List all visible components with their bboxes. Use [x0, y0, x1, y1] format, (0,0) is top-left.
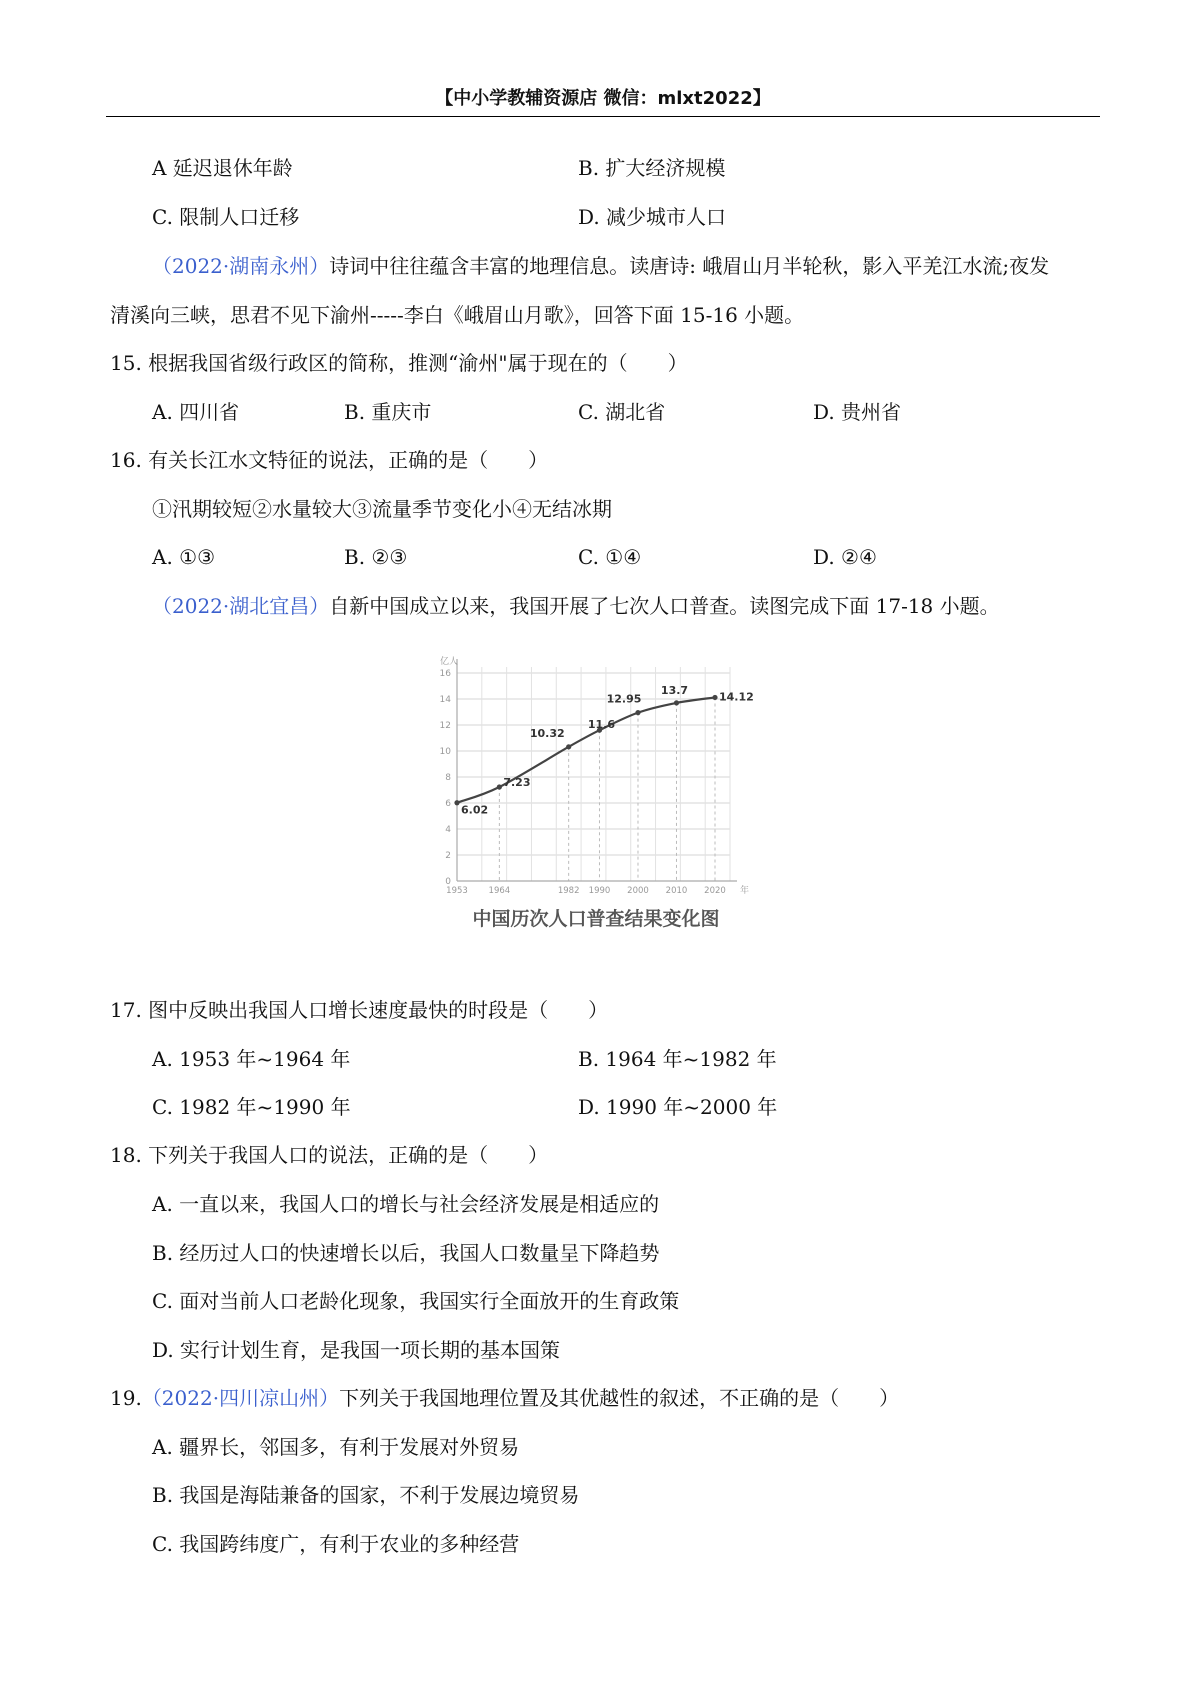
y-tick-label: 6 [445, 799, 451, 809]
header-rule [106, 116, 1100, 117]
q19-option-c: C. 我国跨纬度广，有利于农业的多种经营 [152, 1532, 520, 1556]
q16-statements: ①汛期较短②水量较大③流量季节变化小④无结冰期 [152, 497, 612, 521]
data-label: 10.32 [529, 726, 565, 740]
y-axis-label: 亿人 [440, 657, 459, 667]
x-axis-label: 年 [740, 886, 750, 896]
q18-option-d: D. 实行计划生育，是我国一项长期的基本国策 [152, 1338, 561, 1362]
x-tick-label: 1990 [588, 886, 611, 896]
population-census-chart [430, 655, 760, 935]
data-label: 6.02 [461, 803, 489, 817]
data-label: 14.12 [719, 690, 754, 704]
q16-option-d: D. ②④ [813, 545, 877, 569]
intro-census [152, 593, 1000, 619]
q14-option-a: A 延迟退休年龄 [152, 156, 293, 180]
data-point [497, 784, 502, 789]
chart-labels [461, 684, 754, 817]
x-tick-label: 2020 [704, 886, 726, 896]
q16-stem: 16. 有关长江水文特征的说法，正确的是（ ） [110, 448, 549, 472]
y-tick-label: 14 [439, 695, 451, 705]
x-tick-label: 2000 [627, 886, 649, 896]
chart-svg [430, 655, 760, 935]
q15-option-b: B. 重庆市 [344, 400, 432, 424]
source-tag: （2022·四川凉山州） [141, 1386, 340, 1410]
y-tick-label: 8 [445, 773, 451, 783]
q18-option-b: B. 经历过人口的快速增长以后，我国人口数量呈下降趋势 [152, 1241, 660, 1265]
data-label: 13.7 [660, 683, 689, 697]
chart-series [454, 692, 717, 805]
y-tick-label: 16 [439, 669, 451, 679]
x-tick-label: 1982 [557, 886, 580, 896]
q17-option-b: B. 1964 年~1982 年 [578, 1047, 777, 1071]
data-point [712, 695, 717, 700]
q19-text: 下列关于我国地理位置及其优越性的叙述，不正确的是（ ） [339, 1386, 900, 1410]
q19-stem [110, 1385, 899, 1411]
data-label: 11.6 [587, 718, 616, 732]
q19-number: 19. [110, 1386, 142, 1410]
y-tick-label: 4 [445, 825, 451, 835]
x-tick-label: 1953 [446, 886, 468, 896]
intro-poem-line1 [152, 253, 1049, 279]
q14-option-b: B. 扩大经济规模 [578, 156, 726, 180]
data-point [454, 800, 459, 805]
q15-option-c: C. 湖北省 [578, 400, 666, 424]
q16-option-a: A. ①③ [152, 545, 216, 569]
chart-title: 中国历次人口普查结果变化图 [472, 908, 720, 930]
data-label: 7.23 [503, 776, 531, 790]
q19-option-b: B. 我国是海陆兼备的国家，不利于发展边境贸易 [152, 1483, 580, 1507]
q15-option-d: D. 贵州省 [813, 400, 902, 424]
source-tag: （2022·湖北宜昌） [152, 594, 330, 618]
q17-option-a: A. 1953 年~1964 年 [152, 1047, 351, 1071]
data-point [566, 744, 571, 749]
q14-option-d: D. 减少城市人口 [578, 205, 727, 229]
y-tick-label: 2 [445, 851, 451, 861]
chart-grid [457, 667, 730, 881]
x-tick-label: 2010 [665, 886, 688, 896]
q17-option-d: D. 1990 年~2000 年 [578, 1095, 778, 1119]
q15-option-a: A. 四川省 [152, 400, 240, 424]
y-tick-label: 12 [439, 721, 451, 731]
q14-option-c: C. 限制人口迁移 [152, 205, 300, 229]
data-point [635, 710, 640, 715]
q15-stem: 15. 根据我国省级行政区的简称，推测“渝州"属于现在的（ ） [110, 351, 688, 375]
q16-option-b: B. ②③ [344, 545, 408, 569]
intro-text: 自新中国成立以来，我国开展了七次人口普查。读图完成下面 17-18 小题。 [329, 594, 1000, 618]
q18-option-a: A. 一直以来，我国人口的增长与社会经济发展是相适应的 [152, 1192, 660, 1216]
y-tick-label: 10 [439, 747, 451, 757]
intro-text: 诗词中往往蕴含丰富的地理信息。读唐诗: 峨眉山月半轮秋，影入平羌江水流;夜发 [329, 254, 1050, 278]
x-tick-label: 1964 [488, 886, 511, 896]
data-point [674, 700, 679, 705]
y-tick-label: 0 [445, 877, 451, 887]
q18-stem: 18. 下列关于我国人口的说法，正确的是（ ） [110, 1143, 549, 1167]
q18-option-c: C. 面对当前人口老龄化现象，我国实行全面放开的生育政策 [152, 1289, 680, 1313]
q17-option-c: C. 1982 年~1990 年 [152, 1095, 351, 1119]
q19-option-a: A. 疆界长，邻国多，有利于发展对外贸易 [152, 1435, 520, 1459]
page-header: 【中小学教辅资源店 微信：mlxt2022】 [435, 88, 771, 109]
q17-stem: 17. 图中反映出我国人口增长速度最快的时段是（ ） [110, 998, 609, 1022]
q16-option-c: C. ①④ [578, 545, 642, 569]
intro-poem-line2: 清溪向三峡，思君不见下渝州-----李白《峨眉山月歌》，回答下面 15-16 小题。 [110, 303, 805, 327]
source-tag: （2022·湖南永州） [152, 254, 330, 278]
data-label: 12.95 [606, 692, 642, 706]
